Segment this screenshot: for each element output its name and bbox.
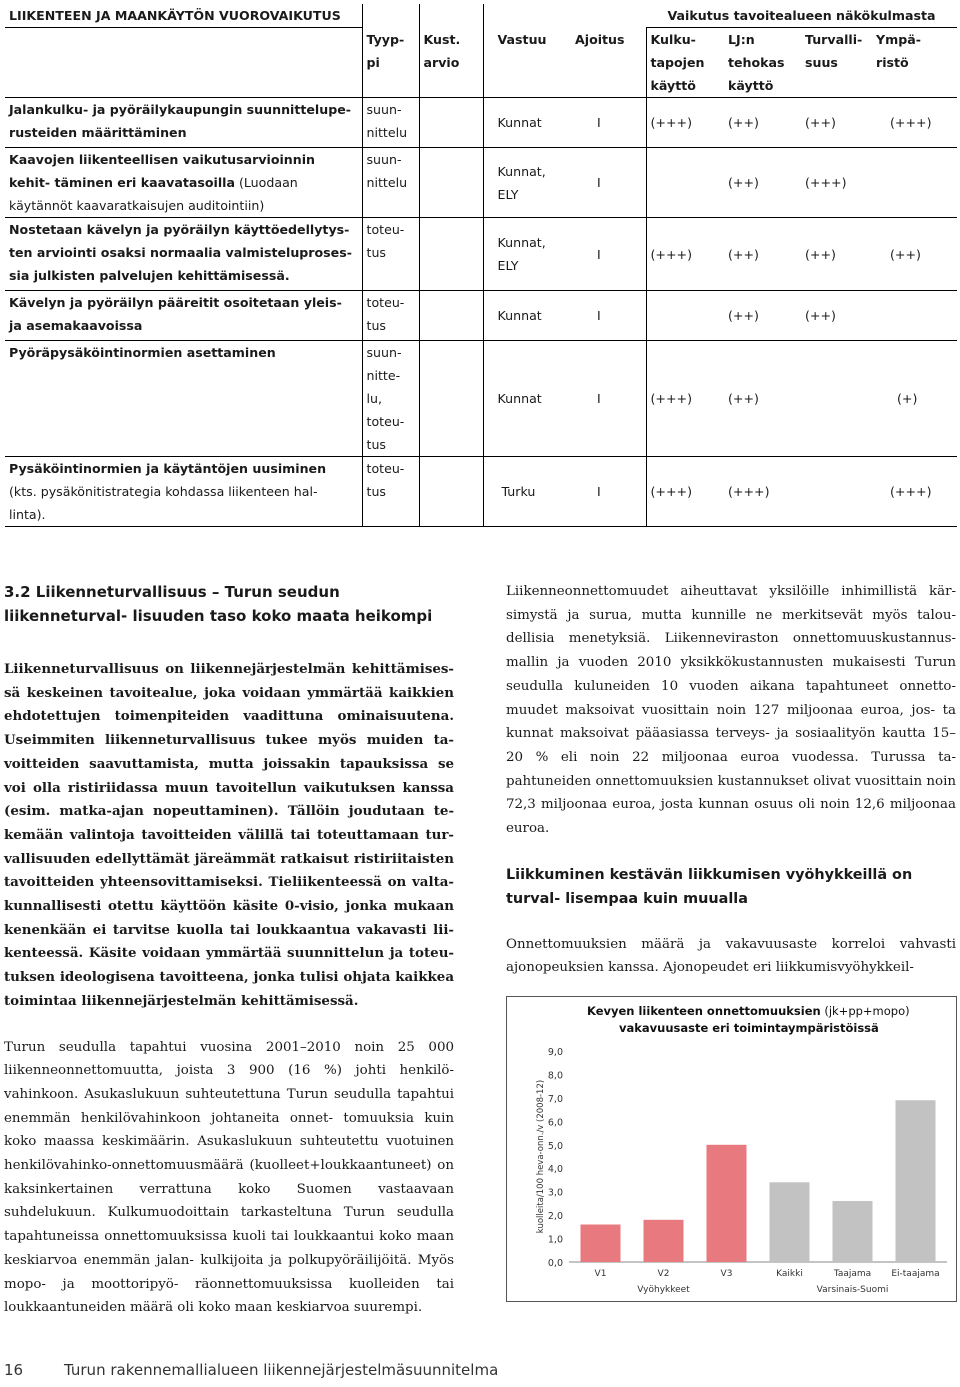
col-header-timing: Ajoitus xyxy=(571,28,646,98)
impact-cell xyxy=(872,148,957,218)
left-column xyxy=(4,580,454,1342)
x-tick-label: Ei-taajama xyxy=(891,1269,940,1279)
cost-cell xyxy=(419,98,483,148)
section-heading: 3.2 Liikenneturvallisuus – Turun seudun liikenneturval- lisuuden taso koko maata heikompi xyxy=(4,583,433,625)
timing-cell: I xyxy=(571,457,646,527)
impact-cell: (++) xyxy=(724,148,801,218)
col-header-transit-use: LJ:n tehokas käyttö xyxy=(724,28,801,98)
impact-cell xyxy=(646,291,724,341)
impact-cell: (++) xyxy=(801,291,872,341)
chart-title-line1 xyxy=(587,1004,910,1018)
impact-cell: (++) xyxy=(801,98,872,148)
responsibility-cell: Turku xyxy=(483,457,571,527)
responsibility-cell: Kunnat xyxy=(483,341,571,457)
impact-cell: (+) xyxy=(872,341,957,457)
group-label-region: Varsinais-Suomi xyxy=(816,1285,889,1295)
measure-note: (kts. pysäkönitistrategia kohdassa liikenteen hal- linta). xyxy=(9,484,318,522)
cost-cell xyxy=(419,148,483,218)
chart-title-bold: Kevyen liikenteen onnettomuuksien xyxy=(587,1004,821,1018)
bar-taajama xyxy=(833,1201,873,1262)
measure-note: (Luodaan käytännöt kaavaratkaisujen auditointiin) xyxy=(9,175,298,213)
impact-cell: (+++) xyxy=(872,98,957,148)
impact-cell: (+++) xyxy=(646,218,724,291)
timing-cell: I xyxy=(571,218,646,291)
type-cell: toteu- tus xyxy=(362,291,419,341)
impact-cell: (++) xyxy=(872,218,957,291)
col-header-mode-use: Kulku- tapojen käyttö xyxy=(646,28,724,98)
impact-cell: (+++) xyxy=(724,457,801,527)
y-tick-label: 3,0 xyxy=(547,1187,563,1199)
col-header-safety: Turvalli- suus xyxy=(801,28,872,98)
cost-cell xyxy=(419,457,483,527)
responsibility-cell: Kunnat, ELY xyxy=(483,218,571,291)
type-cell: suun- nittelu xyxy=(362,148,419,218)
table-row xyxy=(5,291,362,341)
impact-cell: (+++) xyxy=(801,148,872,218)
table-group-header: Vaikutus tavoitealueen näkökulmasta xyxy=(646,4,957,28)
y-tick-label: 9,0 xyxy=(547,1047,563,1058)
chart-title-line2: vakavuusaste eri toimintaympäristöissä xyxy=(619,1021,879,1035)
measures-table xyxy=(5,4,957,527)
responsibility-cell: Kunnat xyxy=(483,98,571,148)
y-tick-label: 4,0 xyxy=(547,1164,563,1176)
type-cell: suun- nitte- lu, toteu- tus xyxy=(362,341,419,457)
type-cell: suun- nittelu xyxy=(362,98,419,148)
measure-title: Kävelyn ja pyöräilyn pääreitit osoitetaan yleis- ja asemakaavoissa xyxy=(9,295,342,333)
cost-cell xyxy=(419,341,483,457)
subheading: Liikkuminen kestävän liikkumisen vyöhykkeillä on turval- lisempaa kuin muualla xyxy=(506,866,913,907)
impact-cell xyxy=(872,291,957,341)
impact-cell: (++) xyxy=(801,218,872,291)
impact-cell: (+++) xyxy=(646,341,724,457)
page-number: 16 xyxy=(4,1361,24,1379)
chart-svg xyxy=(507,997,956,1301)
bar-v3 xyxy=(707,1145,747,1262)
document-title: Turun rakennemallialueen liikennejärjestelmäsuunnitelma xyxy=(64,1361,499,1379)
bar-v2 xyxy=(644,1220,684,1262)
timing-cell: I xyxy=(571,291,646,341)
col-header-responsibility: Vastuu xyxy=(483,28,571,98)
type-cell: toteu- tus xyxy=(362,457,419,527)
cost-cell xyxy=(419,218,483,291)
impact-cell: (+++) xyxy=(872,457,957,527)
table-row xyxy=(5,218,362,291)
y-tick-label: 0,0 xyxy=(547,1258,563,1269)
bar-kaikki xyxy=(770,1182,810,1262)
x-tick-label: V1 xyxy=(594,1269,607,1279)
table-row xyxy=(5,341,362,457)
y-tick-label: 7,0 xyxy=(547,1093,563,1105)
col-header-cost: Kust. arvio xyxy=(419,28,483,98)
x-tick-label: Kaikki xyxy=(776,1269,803,1279)
table-row xyxy=(5,98,362,148)
timing-cell: I xyxy=(571,148,646,218)
measure-title: Nostetaan kävelyn ja pyöräilyn käyttöedellytys- ten arviointi osaksi normaalia valmisteluproses- sia julkisten palvelujen kehittämisessä. xyxy=(9,222,352,283)
table-title: LIIKENTEEN JA MAANKÄYTÖN VUOROVAIKUTUS xyxy=(5,4,362,28)
impact-cell: (++) xyxy=(724,341,801,457)
x-tick-label: Taajama xyxy=(833,1269,872,1279)
impact-cell xyxy=(801,457,872,527)
responsibility-cell: Kunnat, ELY xyxy=(483,148,571,218)
right-paragraph-2: Onnettomuuksien määrä ja vakavuusaste korreloi vahvasti ajonopeuksien kanssa. Ajonopeudet eri liikkumisvyöhykkeil- xyxy=(506,936,956,976)
impact-cell xyxy=(801,341,872,457)
col-header-type: Tyyp- pi xyxy=(362,28,419,98)
table-row xyxy=(5,457,362,527)
y-axis-label: kuolleita/100 heva-onn./v (2008-12) xyxy=(536,1079,546,1234)
x-tick-label: V3 xyxy=(720,1269,733,1279)
group-label-zones: Vyöhykkeet xyxy=(637,1285,690,1295)
lead-paragraph: Liikenneturvallisuus on liikennejärjestelmän kehittämises- sä keskeinen tavoitealue, joka voidaan ymmärtää kaikkien ehdotettujen toimenpiteiden vaadittuna ominaisuutena. Useimmiten liikenneturvallisuus tukee myös muiden ta- voitteiden saavuttamista, mutta joissakin tapauksissa se voi olla ristiriidassa muun tavoitellun vaikutuksen kanssa (esim. matka-ajan nopeuttaminen). Tällöin joudutaan te- kemään valintoja tavoitteiden välillä tai toteuttamaan tur- vallisuuden edellyttämät järeämmät ratkaisut ristiriitaisten tavoitteiden yhteensovittamiseksi. Tieliikenteessä on valta- kunnallisesti otettu käyttöön käsite 0-visio, jonka mukaan kenenkään ei tarvitse kuolla tai loukkaantua vakavasti lii- kenteessä. Käsite voidaan ymmärtää suunnittelun ja toteu- tuksen ideologisena tavoitteena, jonka tulisi ohjata kaikkea toimintaa liikennejärjestelmän kehittämisessä. xyxy=(4,661,454,1009)
measure-title: Pyöräpysäköintinormien asettaminen xyxy=(9,345,276,360)
body-paragraph: Turun seudulla tapahtui vuosina 2001–2010 noin 25 000 liikenneonnettomuutta, joista 3 900 (16 %) johti henkilö- vahinkoon. Asukaslukuun suhteutettuna Turun seudulla tapahtui enemmän henkilövahinkoon johtaneita onnet- tomuuksia kuin koko maassa keskimäärin. Asukaslukuun suhteutettu vuotuinen henkilövahinko-onnettomuusmäärä (kuolleet+loukkaantuneet) on kaksinkertainen verrattuna koko Suomen vastaavaan suhdelukuun. Kulkumuodoittain tarkasteltuna Turun seudulla tapahtuneissa onnettomuuksissa kuoli tai loukkaantui koko maan keskiarvoa enemmän jalan- kulkijoita ja polkupyöräilijöitä. Myös mopo- ja moottoripyö- räonnettomuuksissa kuolleiden tai loukkaantuneiden määrä oli koko maan keskiarvoa suurempi. xyxy=(4,1039,454,1316)
timing-cell: I xyxy=(571,98,646,148)
measure-title: Pysäköintinormien ja käytäntöjen uusiminen xyxy=(9,461,327,476)
cost-cell xyxy=(419,291,483,341)
responsibility-cell: Kunnat xyxy=(483,291,571,341)
impact-cell: (++) xyxy=(724,291,801,341)
impact-cell xyxy=(646,148,724,218)
y-tick-label: 2,0 xyxy=(547,1211,563,1223)
right-paragraph-1: Liikenneonnettomuudet aiheuttavat yksilöille inhimillistä kär- simystä ja surua, mutta kunnille ne merkitsevät myös talou- dellisia menetyksiä. Liikenneviraston onnettomuuskustannus- mallin ja vuoden 2010 yksikkökustannusten mukaisesti Turun seudulla kuluneiden 10 vuoden aikana tapahtuneet onnetto- muudet maksoivat vuosittain noin 127 miljoonaa euroa, jos- ta kunnat maksoivat pääasiassa terveys- ja sosiaalityön kautta 15–20 % eli noin 22 miljoonaa euroa vuodessa. Turussa ta- pahtuneiden onnettomuuksien kustannukset olivat vuosittain noin 72,3 miljoonaa euroa, josta kunnan osuus oli noin 12,6 miljoonaa euroa. xyxy=(506,584,956,837)
y-tick-label: 8,0 xyxy=(547,1070,563,1082)
impact-cell: (++) xyxy=(724,98,801,148)
type-cell: toteu- tus xyxy=(362,218,419,291)
impact-cell: (+++) xyxy=(646,98,724,148)
severity-chart xyxy=(506,996,957,1302)
measure-title: Kaavojen liikenteellisen vaikutusarvioinnin kehit- täminen eri kaavatasoilla xyxy=(9,152,316,190)
col-header-environment: Ympä- ristö xyxy=(872,28,957,98)
measure-title: Jalankulku- ja pyöräilykaupungin suunnittelupe- rusteiden määrittäminen xyxy=(9,102,351,140)
x-tick-label: V2 xyxy=(657,1269,670,1279)
y-tick-label: 5,0 xyxy=(547,1140,563,1152)
y-tick-label: 6,0 xyxy=(547,1117,563,1129)
impact-cell: (++) xyxy=(724,218,801,291)
timing-cell: I xyxy=(571,341,646,457)
table-row xyxy=(5,148,362,218)
y-tick-label: 1,0 xyxy=(547,1234,563,1246)
right-column xyxy=(506,580,956,1002)
chart-title-rest: (jk+pp+mopo) xyxy=(820,1004,910,1018)
bar-ei-taajama xyxy=(896,1100,936,1262)
impact-cell: (+++) xyxy=(646,457,724,527)
page-footer xyxy=(4,1361,498,1379)
bar-v1 xyxy=(581,1224,621,1262)
